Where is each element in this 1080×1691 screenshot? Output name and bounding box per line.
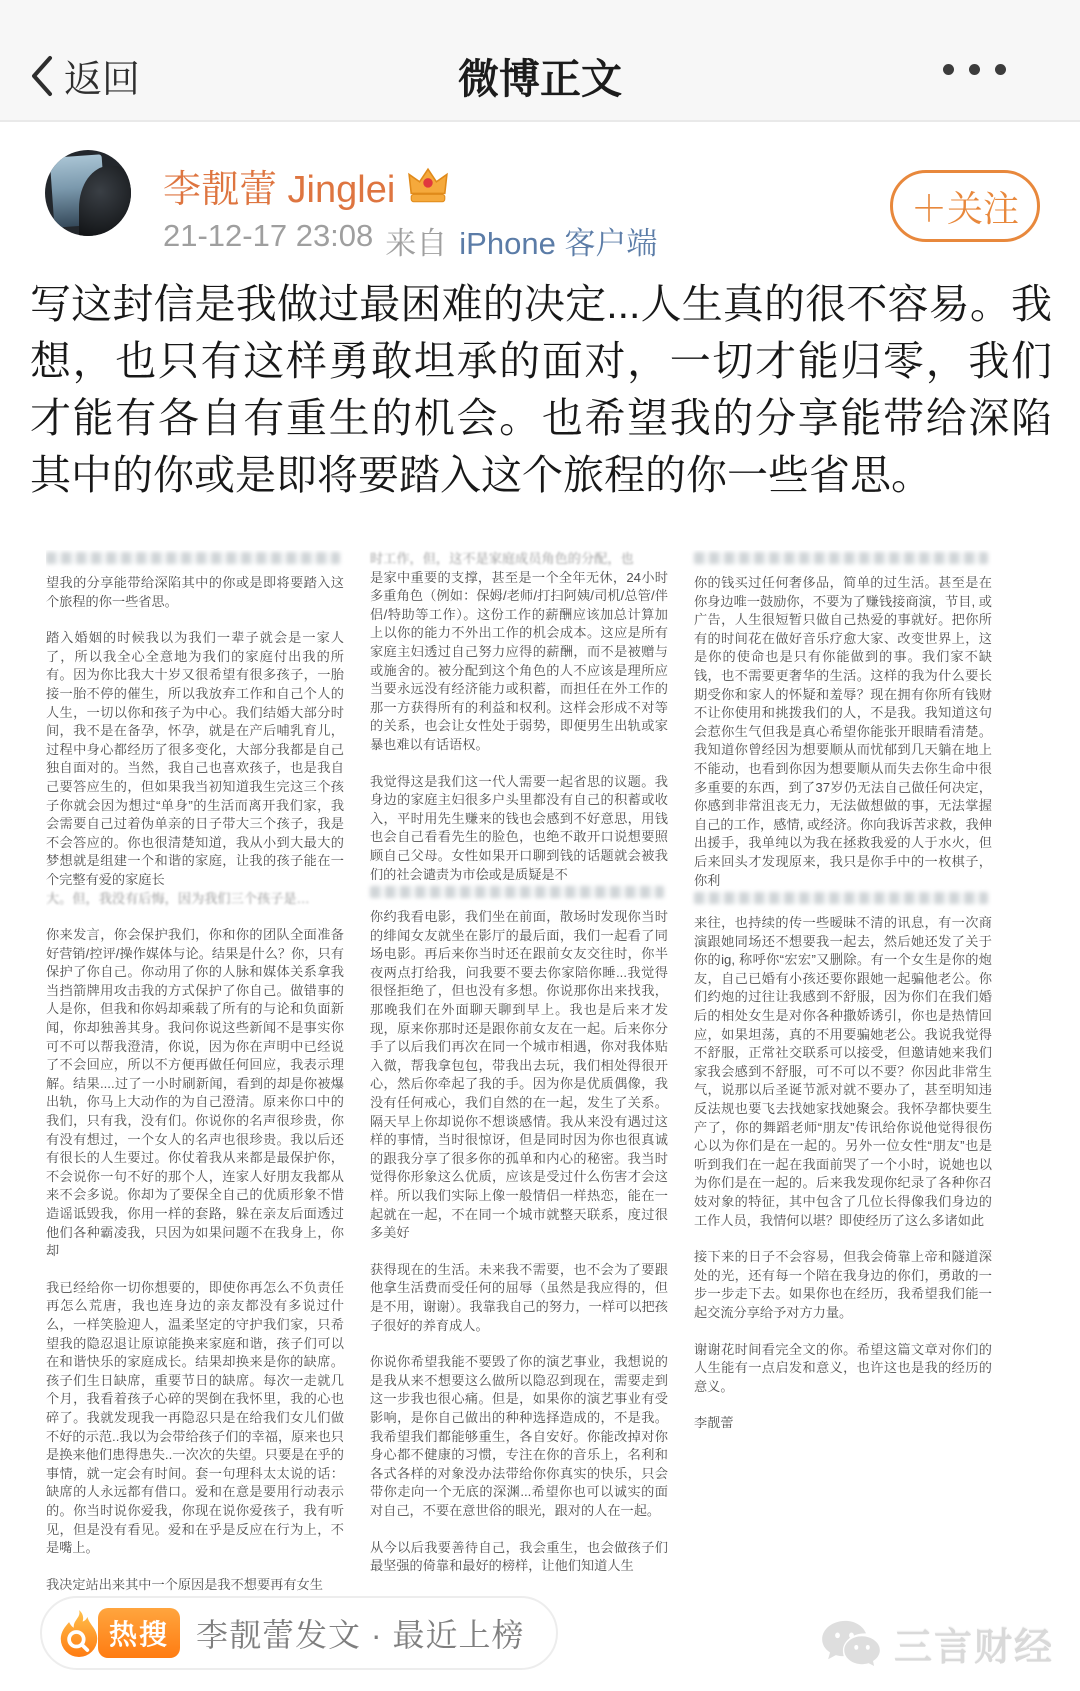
avatar[interactable] bbox=[45, 150, 131, 236]
author-name[interactable]: 李靓蕾 Jinglei bbox=[163, 169, 396, 211]
letter-paragraph: 望我的分享能带给深陷其中的你或是即将要踏入这个旅程的你一些省思。 bbox=[46, 575, 344, 609]
source-link[interactable]: iPhone 客户端 bbox=[459, 226, 658, 261]
letter-paragraph-faded: 大。但，我没有后悔，因为我们三个孩子是… bbox=[46, 890, 310, 906]
letter-paragraph: 踏入婚姻的时候我以为我们一辈子就会是一家人了，所以我全心全意地为我们的家庭付出我的所有。因为你比我大十岁又很希望有很多孩子，一胎接一胎不停的催生，所以我放弃工作和自己个人的人生，一切以你和孩子为中心。我们结婚大部分时间，我不是在备孕，怀孕，就是在产后哺乳育儿，过程中身心都经历了很多变化，大部分我都是自己独自面对的。当然，我自己也喜欢孩子，也是我自己要答应生的，但如果我当初知道我生完这三个孩子你就会因为想过“单身”的生活而离开我们家，我会需要自己过着伪单亲的日子带大三个孩子，我是不会答应的。你也很清楚知道，我从小到大最大的梦想就是组建一个和谐的家庭，让我的孩子能在一个完整有爱的家庭长 bbox=[46, 630, 344, 887]
letter-paragraph-faded: 时工作，但，这不是家庭成员角色的分配，也 bbox=[370, 551, 634, 566]
wechat-bubbles-icon bbox=[820, 1619, 882, 1669]
watermark-text: 三言财经 bbox=[893, 1627, 1054, 1669]
letter-paragraph: 从今以后我要善待自己，我会重生，也会做孩子们最坚强的倚靠和最好的榜样，让他们知道人生 bbox=[370, 1539, 668, 1574]
follow-label: ＋关注 bbox=[910, 187, 1019, 229]
letter-paragraph: 是家中重要的支撑，甚至是一个全年无休，24小时多重角色（例如：保姆/老师/打扫阿姨/司机/总管/伴侣/特助等工作）。这份工作的薪酬应该加总计算加上以你的能力不外出工作的机会成本。这应是所有家庭主妇透过自己努力应得的薪酬，而不是被赠与或施舍的。被分配到这个角色的人不应该是理所应当要永远没有经济能力或积蓄，而担任在外工作的那一方获得所有的利益和权利。这样会形成不对等的关系，也会让女性处于弱势，即便男生出轨或家暴也难以有话语权。 bbox=[370, 569, 668, 752]
hot-search-text: 李靓蕾发文 · 最近上榜 bbox=[196, 1617, 525, 1653]
page-title: 微博正文 bbox=[458, 56, 622, 102]
author-row bbox=[163, 158, 449, 213]
letter-paragraph: 接下来的日子不会容易，但我会倚靠上帝和隧道深处的光，还有每一个陪在我身边的你们，勇敢的一步一步走下去。如果你也在经历，我希望我们能一起交流分享给予对方力量。 bbox=[694, 1249, 992, 1320]
source-prefix: 来自 bbox=[385, 226, 448, 261]
back-label: 返回 bbox=[64, 59, 141, 101]
blurred-cropped-line bbox=[46, 552, 340, 564]
navbar bbox=[0, 0, 1080, 122]
blurred-line bbox=[370, 886, 664, 898]
letter-column-1 bbox=[46, 550, 344, 1592]
letter-paragraph: 你来发言，你会保护我们，你和你的团队全面准备好营销/控评/操作媒体与论。结果是什么？你，只有保护了你自己。你动用了你的人脉和媒体关系拿我当挡箭牌用攻击我的方式保护了你自己。做错事的人是你，但我和你妈却乘载了所有的与论和负面新闻，你却独善其身。我问你说这些新闻不是事实你可不可以帮我澄清，你说，因为你在声明中已经说了不会回应，所以不方便再做任何回应，我表示理解。结果....过了一小时刷新闻，看到的却是你被爆出轨，你马上大动作的为自己澄清。原来你口中的我们，只有我，没有们。你说你的名声很珍贵，你有没有想过，一个女人的名声也很珍贵。我以后还有很长的人生要过。你仗着我从来都是最保护你，不会说你一句不好的那个人，连家人好朋友我都从来不会多说。你却为了要保全自己的优质形象不惜造谣诋毁我，你用一样的套路，躲在亲友后面透过他们各种霸凌我，只因为如果问题不在我身上，你却 bbox=[46, 927, 344, 1259]
blurred-cropped-line bbox=[694, 552, 988, 564]
letter-image[interactable] bbox=[46, 550, 992, 1592]
letter-paragraph: 我决定站出来其中一个原因是我不想要再有女生 bbox=[46, 1576, 323, 1592]
post-meta bbox=[163, 218, 657, 263]
letter-column-2 bbox=[370, 550, 668, 1592]
hot-search-badge: 热搜 bbox=[98, 1608, 180, 1658]
hot-search-pill[interactable] bbox=[40, 1596, 558, 1670]
letter-paragraph: 来往，也持续的传一些暧昧不清的讯息，有一次商演跟她同场还不想要我一起去，然后她还发了关于你的ig, 称呼你“宏宏”又删除。有一个女生是你的炮友，自己已婚有小孩还要你跟她一起骗他老公。你们约炮的过往让我感到不舒服，因为你们在我们婚后的相处女生是对你各种撒娇诱引，你也是热情回应，如果坦荡，真的不用要骗她老公。我说我觉得不舒服，正常社交联系可以接受，但邀请她来我们家我会感到不舒服，可不可以不要？你因此非常生气，说那以后圣诞节派对就不要办了，甚至明知违反法规也要飞去找她家找她聚会。我怀孕都快要生产了，你的舞蹈老师“朋友”传讯给你说他觉得很伤心以为你们是在一起的。另外一位女性“朋友”也是听到我们在一起在我面前哭了一个小时，说她也以为你们是在一起的。后来我发现你纪录了各种你召妓对象的特征，其中包含了几位长得像我们身边的工作人员，我情何以堪？即使经历了这么多诸如此 bbox=[694, 915, 992, 1228]
letter-paragraph: 我觉得这是我们这一代人需要一起省思的议题。我身边的家庭主妇很多户头里都没有自己的积蓄或收入，平时用先生赚来的钱也会感到不好意思，用钱也会自己看看先生的脸色，也绝不敢开口说想要照顾自己父母。女性如果开口聊到钱的话题就会被我们的社会谴责为市侩或是质疑是不 bbox=[370, 773, 668, 882]
post-intro-text: 写这封信是我做过最困难的决定...人生真的很不容易。我想，也只有这样勇敢坦承的面对，一切才能归零，我们才能有各自有重生的机会。也希望我的分享能带给深陷其中的你或是即将要踏入这个旅程的你一些省思。 bbox=[30, 281, 1052, 498]
letter-paragraph: 你说你希望我能不要毁了你的演艺事业，我想说的是我从来不想要这么做所以隐忍到现在，需要走到这一步我也很心痛。但是，如果你的演艺事业有受影响，是你自己做出的种种选择造成的，不是我。我希望我们都能够重生，各自安好。你能改掉对你身心都不健康的习惯，专注在你的音乐上，名利和各式各样的对象没办法带给你你真实的快乐，只会带你走向一个无底的深渊...希望你也可以诚实的面对自己，不要在意世俗的眼光，跟对的人在一起。 bbox=[370, 1354, 668, 1518]
blurred-line bbox=[694, 892, 988, 904]
watermark bbox=[820, 1616, 1054, 1671]
letter-signature: 李靓蕾 bbox=[694, 1415, 734, 1431]
letter-paragraph: 我已经给你一切你想要的，即使你再怎么不负责任再怎么荒唐，我也连身边的亲友都没有多说过什么，一样笑脸迎人，温柔坚定的守护我们家，只希望我的隐忍退让原谅能换来家庭和谐，孩子们可以在和谐快乐的家庭成长。结果却换来是你的缺席。孩子们生日缺席，重要节日的缺席。每次一走就几个月，我看着孩子心碎的哭倒在我怀里，我的心也碎了。我就发现我一再隐忍只是在给我们女儿们做不好的示范..我以为会带给孩子们的幸福，原来也只是换来他们患得患失..一次次的失望。只要是在乎的事情，就一定会有时间。套一句理科太太说的话：缺席的人永远都有借口。爱和在意是要用行动表示的。你当时说你爱我，你现在说你爱孩子，我有听见，但是没有看见。爱和在乎是反应在行为上，不是嘴上。 bbox=[46, 1279, 344, 1556]
more-options-button[interactable] bbox=[943, 64, 1006, 75]
follow-button[interactable] bbox=[890, 170, 1040, 242]
letter-paragraph: 获得现在的生活。未来我不需要，也不会为了要跟他拿生活费而受任何的屈辱（虽然是我应得的，但是不用，谢谢）。我靠我自己的努力，一样可以把孩子很好的养育成人。 bbox=[370, 1261, 668, 1333]
letter-paragraph: 你约我看电影，我们坐在前面，散场时发现你当时的绯闻女友就坐在影厅的最后面，我们一起看了同场电影。再后来你当时还在跟前女友交往时，你半夜两点打给我，问我要不要去你家陪你睡...我觉得很怪拒绝了，但也没有多想。你说那你出来找我，那晚我们在外面聊天聊到早上。我也是后来才发现，原来你那时还是跟你前女友在一起。后来你分手了以后我们再次在同一个城市相遇，你对我体贴入微，帮我拿包包，带我出去玩，我们相处得很开心，然后你牵起了我的手。因为你是优质偶像，我没有任何戒心，我们自然的在一起，发生了关系。隔天早上你却说你不想谈感情。我从来没有遇过这样的事情，当时很惊讶，但是同时因为你也很真诚的跟我分享了很多你的孤单和内心的秘密。我当时觉得你形象这么优质，应该是受过什么伤害才会这样。所以我们实际上像一般情侣一样热恋，能在一起就在一起，不在同一个城市就整天联系，度过很多美好 bbox=[370, 909, 668, 1241]
letter-paragraph: 你的钱买过任何奢侈品，简单的过生活。甚至是在你身边唯一鼓励你，不要为了赚钱接商演，节目, 或广告，人生很短暂只做自己热爱的事就好。把你所有的时间花在做好音乐疗愈大家、改变世界上，这是你的使命也是只有你能做到的事。我们家不缺钱，也不需要更奢华的生活。这样的我为什么要长期受你和家人的怀疑和羞辱？现在拥有你所有钱财不让你使用和挑拨我们的人，不是我。我知道这句会惹你生气但我是真心希望你能张开眼睛看清楚。我知道你曾经因为想要顺从而忧郁到几天躺在地上不能动，也看到你因为想要顺从而失去你生命中很多重要的东西，到了37岁仍无法自己做任何决定，你感到非常沮丧无力，无法做想做的事，无法掌握自己的工作，感情, 或经济。你向我诉苦求救，我伸出援手，我单纯以为我在拯救我爱的人于水火，但后来回头才发现原来，我只是你手中的一枚棋子，你利 bbox=[694, 575, 992, 888]
hot-search-flame-icon bbox=[54, 1608, 104, 1658]
letter-paragraph: 谢谢花时间看完全文的你。希望这篇文章对你们的人生能有一点启发和意义，也许这也是我的经历的意义。 bbox=[694, 1341, 992, 1394]
vip-crown-icon bbox=[407, 167, 449, 205]
letter-column-3 bbox=[694, 550, 992, 1592]
timestamp: 21-12-17 23:08 bbox=[163, 218, 374, 253]
